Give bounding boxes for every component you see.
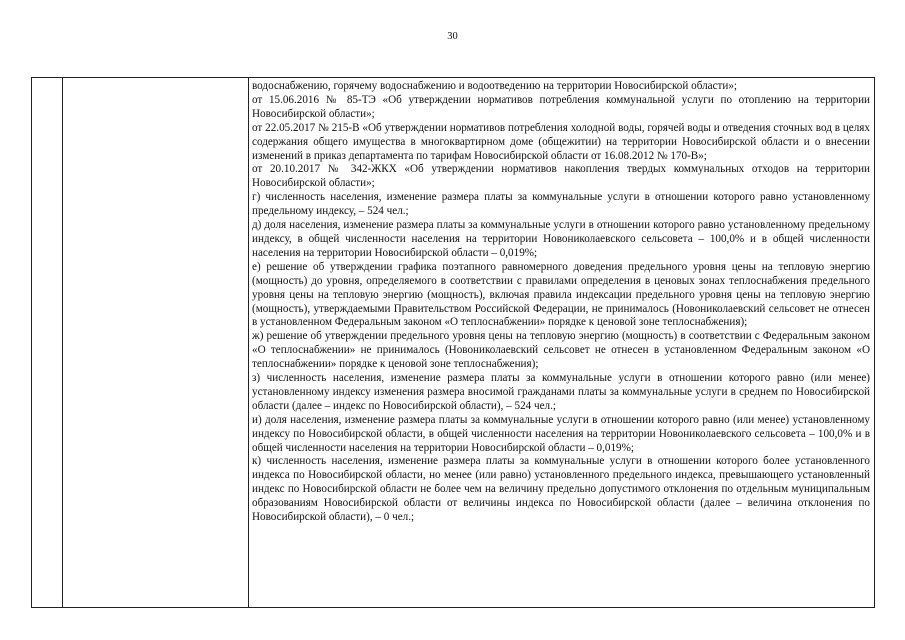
paragraph-item-d: д) доля населения, изменение размера платы за коммунальные услуги в отношении которого равно установленному предельному индексу, в общей численности населения на территории Новониколаевского сельсовета – 100,0% и в общей численности населения на территории Новосибирской области – 0,019%; [252, 219, 870, 259]
paragraph-item-i: и) доля населения, изменение размера платы за коммунальные услуги в отношении которого равно (или менее) установленному индексу по Новосибирской области, в общей численности населения на территории Новониколаевского сельсовета – 100,0% и в общей численности населения на территории Новосибирской области – 0,019%; [252, 413, 870, 454]
table-column-number [32, 78, 63, 607]
paragraph-item-e: е) решение об утверждении графика поэтапного равномерного доведения предельного уровня цены на тепловую энергию (мощность) до уровня, определяемого в соответствии с правилами определения в ценовых зонах теплоснабжения предельного уровня цены на тепловую энергию (мощность), включая правила индексации предельного уровня цены на тепловую энергию (мощность), утверждаемыми Правительством Российской Федерации, не принималось (Новониколаевский сельсовет не отнесен в установленном Федеральным законом «О теплоснабжении» порядке к ценовой зоне теплоснабжения); [252, 260, 870, 329]
table-column-name [63, 78, 249, 607]
paragraph-order-342-zhkh: от 20.10.2017 № 342-ЖКХ «Об утверждении нормативов накопления твердых коммунальных отходов на территории Новосибирской области»; [252, 163, 870, 190]
paragraph-heat-water-continuation: водоснабжению, горячему водоснабжению и водоотведению на территории Новосибирской области»; [252, 80, 738, 92]
page-number: 30 [447, 31, 458, 42]
paragraph-item-g: г) численность населения, изменение размера платы за коммунальные услуги в отношении которого равно установленному предельному индексу, – 524 чел.; [252, 191, 870, 218]
paragraph-item-z: з) численность населения, изменение размера платы за коммунальные услуги в отношении которого равно (или менее) установленному индексу изменения размера вносимой гражданами платы за коммунальные услуги в среднем по Новосибирской области (далее – индекс по Новосибирской области), – 524 чел.; [252, 372, 870, 412]
paragraph-item-k: к) численность населения, изменение размера платы за коммунальные услуги в отношении которого более установленного индекса по Новосибирской области, но менее (или равно) установленного предельного индекса, превышающего установленный индекс по Новосибирской области не более чем на величину предельно допустимого отклонения по отдельным муниципальным образованиям Новосибирской области от величины индекса по Новосибирской области (далее – величина отклонения по Новосибирской области), – 0 чел.; [252, 455, 870, 524]
paragraph-order-215-v: от 22.05.2017 № 215-В «Об утверждении нормативов потребления холодной воды, горячей воды и отведения сточных вод в целях содержания общего имущества в многоквартирном доме (общежитии) на территории Новосибирской области и о внесении изменений в приказ департамента по тарифам Новосибирской области от 16.08.2012 № 170-В»; [252, 121, 870, 162]
paragraph-item-zh: ж) решение об утверждении предельного уровня цены на тепловую энергию (мощность) в соответствии с Федеральным законом «О теплоснабжении» не принималось (Новониколаевский сельсовет не отнесен в установленном Федеральным законом «О теплоснабжении» порядке к ценовой зоне теплоснабжения); [252, 330, 870, 371]
document-table [31, 77, 875, 608]
paragraph-order-85-te: от 15.06.2016 № 85-ТЭ «Об утверждении нормативов потребления коммунальной услуги по отоплению на территории Новосибирской области»; [252, 93, 870, 120]
table-column-content [249, 78, 874, 607]
